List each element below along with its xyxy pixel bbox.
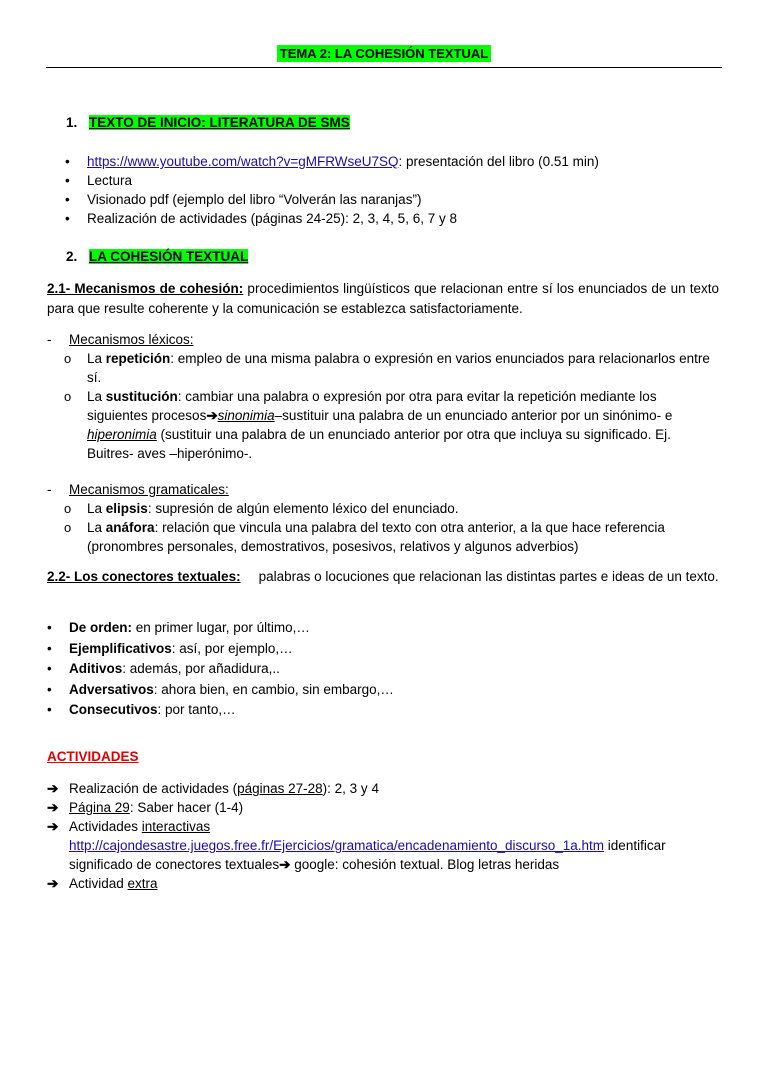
interactivas-link[interactable]: interactivas (141, 819, 211, 834)
list-item: • Ejemplificativos: así, por ejemplo,… (47, 639, 719, 660)
subsection-2-2: 2.2- Los conectores textuales: palabras o locuciones que relacionan las distintas partes e ideas de un texto. (47, 569, 719, 584)
list-item: ➔ Página 29: Saber hacer (1-4) (47, 800, 244, 815)
subsection-2-2-label: 2.2- Los conectores textuales: (47, 569, 241, 584)
extra-link[interactable]: extra (127, 876, 158, 891)
subsection-2-1-label: 2.1- Mecanismos de cohesión: (47, 281, 244, 296)
list-item: o La repetición: empleo de una misma palabra o expresión en varios enunciados para relacionarlos entre sí. (64, 351, 710, 385)
section-1-number: 1. (66, 115, 78, 130)
arrow-right-icon: ➔ (47, 819, 59, 834)
actividades-heading: ACTIVIDADES (47, 749, 139, 764)
circle-bullet-icon: o (64, 501, 72, 516)
section-1-title: TEXTO DE INICIO: LITERATURA DE SMS (89, 115, 350, 130)
list-item: • Realización de actividades (páginas 24-25): 2, 3, 4, 5, 6, 7 y 8 (65, 211, 457, 226)
cajondesastre-link[interactable]: http://cajondesastre.juegos.free.fr/Ejercicios/gramatica/encadenamiento_discurso_1a.htm (69, 838, 605, 853)
gramaticales-heading: - Mecanismos gramaticales: (47, 482, 229, 497)
title-container (0, 44, 768, 63)
list-item: • Consecutivos: por tanto,… (47, 700, 719, 721)
bullet-icon: • (47, 661, 52, 676)
bullet-icon: • (65, 173, 70, 188)
list-item: ➔ Actividad extra (47, 876, 158, 891)
circle-bullet-icon: o (64, 520, 72, 535)
list-item: o La sustitución: cambiar una palabra o expresión por otra para evitar la repetición mediante los siguientes procesos➔sinonimia–sustituir una palabra de un enunciado anterior por un sinónimo- e hiperonimia (sustituir una palabra de un enunciado anterior por otra que incluya su significado. Ej. Buitres- aves –hiperónimo-. (64, 389, 673, 461)
page-title: TEMA 2: LA COHESIÓN TEXTUAL (277, 45, 491, 62)
mecanismos-lexicos (47, 330, 719, 463)
arrow-right-icon: ➔ (279, 857, 291, 872)
list-item: • Adversativos: ahora bien, en cambio, sin embargo,… (47, 680, 719, 701)
lexicos-heading: - Mecanismos léxicos: (47, 332, 194, 347)
bullet-icon: • (65, 192, 70, 207)
section-2-title: LA COHESIÓN TEXTUAL (89, 249, 249, 264)
list-item: ➔ Actividades interactivas http://cajondesastre.juegos.free.fr/Ejercicios/gramatica/encadenamiento_discurso_1a.htm identificar significado de conectores textuales➔ google: cohesión textual. Blog letras heridas (47, 819, 666, 872)
arrow-right-icon: ➔ (47, 800, 59, 815)
arrow-right-icon: ➔ (206, 408, 218, 423)
circle-bullet-icon: o (64, 351, 72, 366)
circle-bullet-icon: o (64, 389, 72, 404)
bullet-icon: • (47, 702, 52, 717)
arrow-right-icon: ➔ (47, 876, 59, 891)
subsection-2-1: 2.1- Mecanismos de cohesión: procedimientos lingüísticos que relacionan entre sí los enunciados de un texto para que resulte coherente y la comunicación se establezca satisfactoriamente. (47, 281, 720, 316)
list-item: • De orden: en primer lugar, por último,… (47, 618, 719, 639)
list-item: • Aditivos: además, por añadidura,.. (47, 659, 719, 680)
actividades-list (47, 779, 719, 893)
list-item: o La anáfora: relación que vincula una palabra del texto con otra anterior, a la que hace referencia (pronombres personales, demostrativos, posesivos, relativos y algunos adverbios) (64, 520, 665, 554)
bullet-icon: • (65, 154, 70, 169)
list-item: ➔ Realización de actividades (páginas 27-28): 2, 3 y 4 (47, 781, 379, 796)
arrow-right-icon: ➔ (47, 781, 59, 796)
mecanismos-gramaticales (47, 480, 719, 556)
section-1-list (47, 152, 719, 228)
bullet-icon: • (47, 640, 52, 656)
pagina-29-link[interactable]: Página 29 (69, 800, 130, 815)
section-2-heading (66, 247, 738, 266)
bullet-icon: • (47, 681, 52, 697)
title-divider (46, 67, 722, 68)
list-item: • https://www.youtube.com/watch?v=gMFRWseU7SQ: presentación del libro (0.51 min) (65, 154, 599, 169)
bullet-icon: • (65, 211, 70, 226)
list-item: o La elipsis: supresión de algún elemento léxico del enunciado. (64, 501, 459, 516)
bullet-icon: • (47, 620, 52, 635)
connectors-list (47, 618, 719, 721)
paginas-27-28-link[interactable]: páginas 27-28 (237, 781, 323, 796)
section-1-heading (66, 113, 738, 132)
list-item: • Visionado pdf (ejemplo del libro “Volverán las naranjas”) (65, 192, 422, 207)
section-2-number: 2. (66, 249, 78, 264)
list-item: • Lectura (65, 173, 133, 188)
youtube-link[interactable]: https://www.youtube.com/watch?v=gMFRWseU7SQ (87, 154, 399, 169)
